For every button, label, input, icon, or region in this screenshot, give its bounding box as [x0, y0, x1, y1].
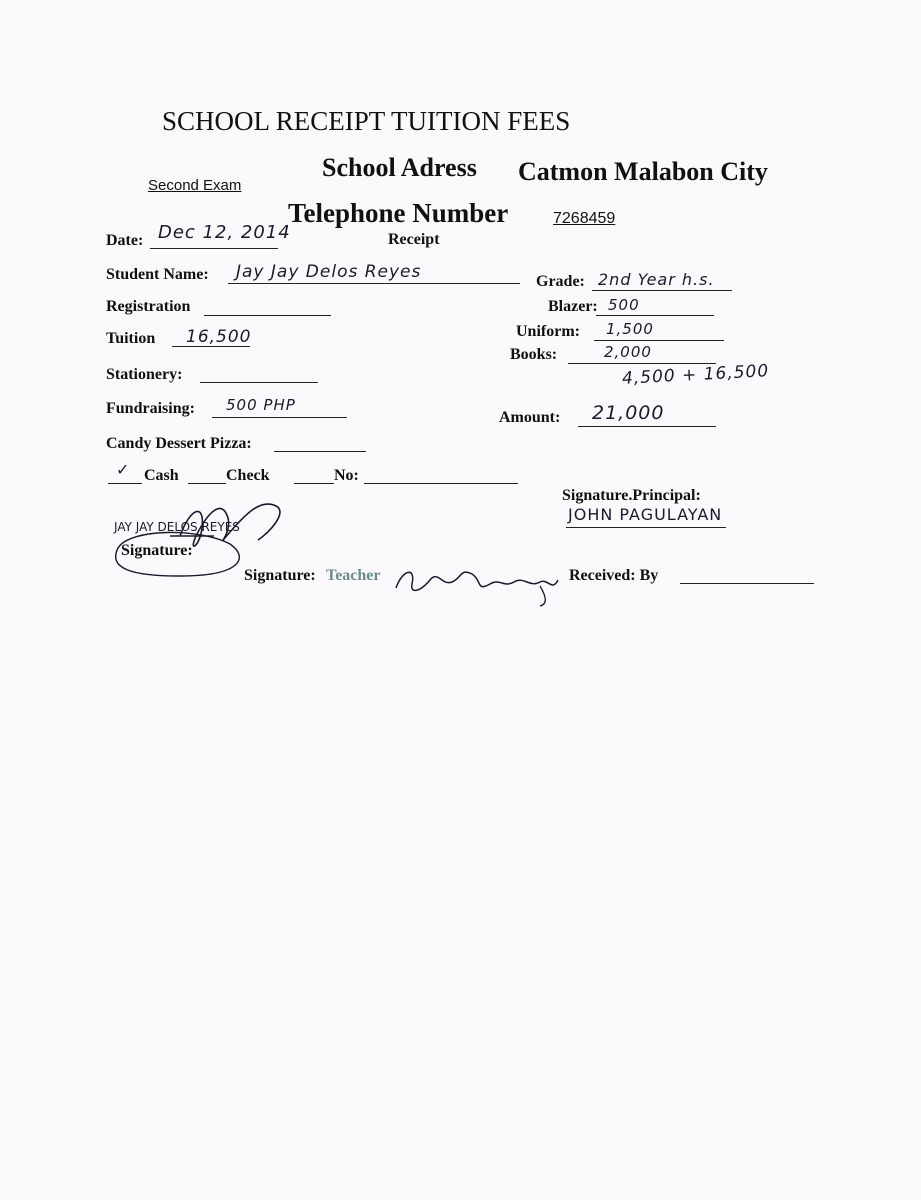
student-name-label: Student Name: [106, 266, 209, 283]
cash-check-mark: ✓ [116, 460, 131, 479]
telephone-value: 7268459 [553, 210, 616, 227]
teacher-title: Teacher [326, 567, 381, 584]
books-value: 2,000 [604, 343, 652, 361]
tuition-label: Tuition [106, 330, 156, 347]
no-line-right [364, 483, 518, 484]
grade-value: 2nd Year h.s. [598, 270, 715, 289]
uniform-value: 1,500 [606, 320, 654, 338]
telephone-label: Telephone Number [288, 198, 509, 228]
uniform-line [594, 340, 724, 341]
registration-line [204, 315, 331, 316]
address-label: School Adress [322, 153, 477, 182]
principal-signature-line [566, 527, 726, 528]
exam-note: Second Exam [148, 177, 242, 194]
principal-signature-label: Signature.Principal: [562, 487, 701, 504]
candy-dessert-pizza-label: Candy Dessert Pizza: [106, 435, 252, 452]
fundraising-label: Fundraising: [106, 400, 195, 417]
check-line [188, 483, 226, 484]
student-signature-name: JAY JAY DELOS REYES [114, 520, 240, 534]
received-by-line [680, 583, 814, 584]
amount-line [578, 426, 716, 427]
no-line-left [294, 483, 334, 484]
receipt-label: Receipt [388, 231, 440, 248]
books-note: 4,500 + 16,500 [621, 361, 770, 389]
date-label: Date: [106, 232, 144, 249]
grade-line [592, 290, 732, 291]
amount-value: 21,000 [592, 402, 665, 424]
date-value: Dec 12, 2014 [158, 222, 291, 243]
address-value: Catmon Malabon City [518, 157, 768, 186]
cash-label: Cash [144, 467, 179, 484]
books-label: Books: [510, 346, 558, 363]
candy-dessert-pizza-line [274, 451, 366, 452]
student-name-value: Jay Jay Delos Reyes [236, 262, 422, 282]
blazer-line [596, 315, 714, 316]
received-by-label: Received: By [569, 567, 659, 584]
no-label: No: [334, 467, 359, 484]
fundraising-value: 500 PHP [226, 396, 296, 414]
teacher-signature-label: Signature: [244, 567, 316, 584]
date-line [150, 248, 278, 249]
student-signature-label: Signature: [121, 542, 193, 559]
blazer-value: 500 [608, 296, 640, 314]
registration-label: Registration [106, 298, 191, 315]
receipt-title: SCHOOL RECEIPT TUITION FEES [162, 106, 571, 136]
stationery-line [200, 382, 318, 383]
teacher-signature-scribble [390, 552, 570, 608]
books-line [568, 363, 716, 364]
blazer-label: Blazer: [548, 298, 598, 315]
tuition-value: 16,500 [186, 327, 252, 347]
fundraising-line [212, 417, 347, 418]
uniform-label: Uniform: [516, 323, 580, 340]
grade-label: Grade: [536, 273, 585, 290]
stationery-label: Stationery: [106, 366, 183, 383]
principal-name: JOHN PAGULAYAN [568, 505, 723, 524]
student-name-line [228, 283, 520, 284]
amount-label: Amount: [499, 409, 561, 426]
cash-line [108, 483, 142, 484]
check-label: Check [226, 467, 270, 484]
